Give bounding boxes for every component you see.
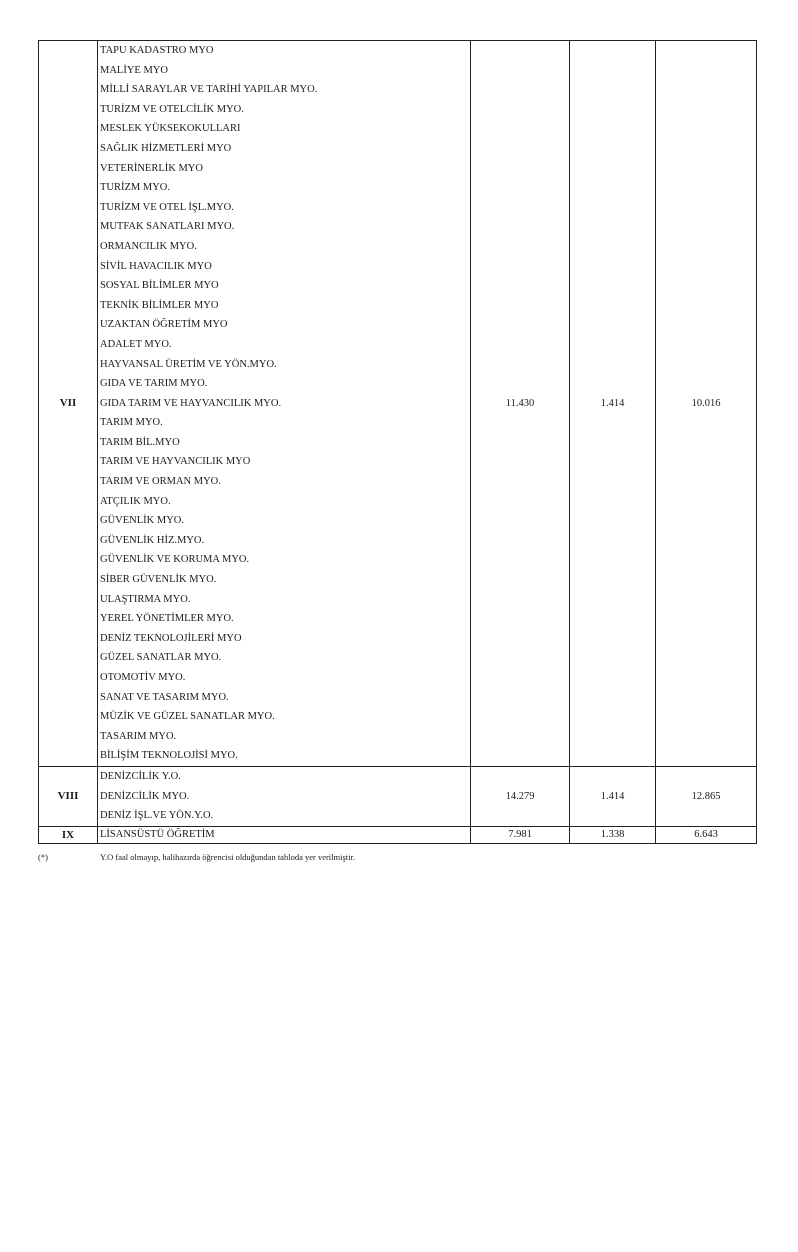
unit-name: DENİZ TEKNOLOJİLERİ MYO [100, 632, 242, 644]
value-cell: 7.981 [471, 826, 570, 843]
unit-name: BİLİŞİM TEKNOLOJİSİ MYO. [100, 750, 238, 762]
unit-name: MESLEK YÜKSEKOKULLARI [100, 123, 241, 135]
unit-name: GÜVENLİK HİZ.MYO. [100, 534, 205, 546]
unit-name: MUTFAK SANATLARI MYO. [100, 221, 235, 233]
unit-names-cell [98, 766, 471, 826]
value-cell: 1.338 [570, 826, 656, 843]
footnote-mark: (*) [38, 852, 48, 862]
table-row [39, 766, 757, 826]
unit-name: GIDA VE TARIM MYO. [100, 378, 208, 390]
unit-name: ORMANCILIK MYO. [100, 240, 197, 252]
unit-name: ATÇILIK MYO. [100, 495, 171, 507]
unit-name: TAPU KADASTRO MYO [100, 45, 214, 56]
value-cell: 12.865 [656, 766, 757, 826]
table-body [39, 41, 757, 844]
unit-name: HAYVANSAL ÜRETİM VE YÖN.MYO. [100, 358, 277, 370]
unit-name: ADALET MYO. [100, 338, 172, 350]
unit-name: MİLLİ SARAYLAR VE TARİHİ YAPILAR MYO. [100, 84, 318, 96]
unit-name: MÜZİK VE GÜZEL SANATLAR MYO. [100, 711, 275, 723]
unit-name: TURİZM VE OTEL İŞL.MYO. [100, 201, 234, 213]
unit-name: YEREL YÖNETİMLER MYO. [100, 613, 234, 625]
unit-name: DENİZ İŞL.VE YÖN.Y.O. [100, 810, 214, 822]
unit-name: TARIM VE ORMAN MYO. [100, 476, 221, 488]
unit-name: OTOMOTİV MYO. [100, 672, 186, 683]
unit-name: TARIM BİL.MYO [100, 436, 180, 448]
unit-name: TURİZM MYO. [100, 182, 170, 194]
unit-name: VETERİNERLİK MYO [100, 162, 203, 174]
value-cell: 6.643 [656, 826, 757, 843]
unit-name: ULAŞTIRMA MYO. [100, 593, 191, 605]
unit-name: TEKNİK BİLİMLER MYO [100, 299, 219, 311]
table-row [39, 41, 757, 767]
unit-name: TASARIM MYO. [100, 730, 177, 742]
unit-name: DENİZCİLİK MYO. [100, 790, 190, 802]
unit-name: GÜVENLİK VE KORUMA MYO. [100, 554, 250, 566]
unit-names-cell [98, 826, 471, 843]
unit-name: SİVİL HAVACILIK MYO [100, 260, 212, 272]
unit-name: UZAKTAN ÖĞRETİM MYO [100, 319, 228, 331]
value-cell: 10.016 [656, 41, 757, 767]
value-cell: 1.414 [570, 41, 656, 767]
unit-name: MALİYE MYO [100, 64, 168, 76]
unit-name: TURİZM VE OTELCİLİK MYO. [100, 103, 244, 115]
data-table [38, 40, 757, 844]
footnote-text: Y.O faal olmayıp, halihazırda öğrencisi olduğundan tabloda yer verilmiştir. [100, 852, 356, 862]
unit-name: GÜVENLİK MYO. [100, 515, 184, 527]
unit-name: GÜZEL SANATLAR MYO. [100, 652, 222, 664]
unit-name: SAĞLIK HİZMETLERİ MYO [100, 142, 232, 154]
group-code: VIII [39, 766, 98, 826]
unit-name: DENİZCİLİK Y.O. [100, 770, 181, 782]
unit-name: GIDA TARIM VE HAYVANCILIK MYO. [100, 397, 282, 409]
unit-name: TARIM MYO. [100, 417, 163, 429]
unit-names-cell [98, 41, 471, 767]
value-cell: 1.414 [570, 766, 656, 826]
unit-name: TARIM VE HAYVANCILIK MYO [100, 456, 251, 468]
unit-name: SOSYAL BİLİMLER MYO [100, 280, 219, 292]
unit-name: SANAT VE TASARIM MYO. [100, 691, 229, 703]
value-cell: 11.430 [471, 41, 570, 767]
table-row [39, 826, 757, 843]
group-code: IX [39, 826, 98, 843]
unit-name: SİBER GÜVENLİK MYO. [100, 574, 217, 586]
value-cell: 14.279 [471, 766, 570, 826]
group-code: VII [39, 41, 98, 767]
unit-name: LİSANSÜSTÜ ÖĞRETİM [100, 828, 215, 840]
